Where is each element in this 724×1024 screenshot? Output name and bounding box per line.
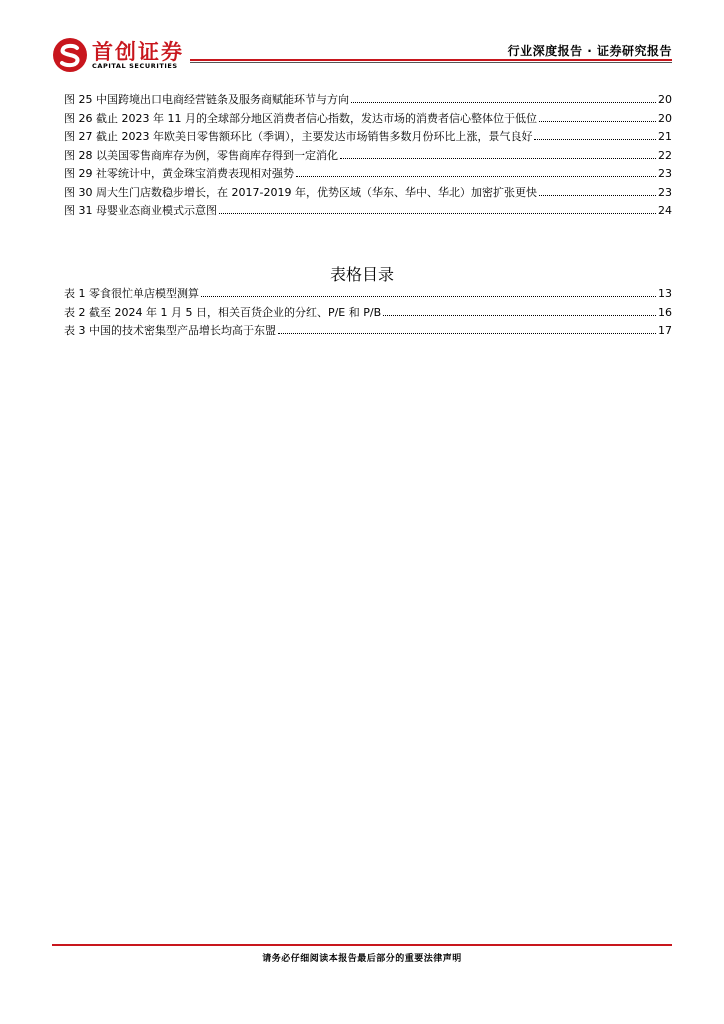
header-rule-dark [190, 62, 672, 63]
toc-entry-figure-26[interactable] [64, 110, 672, 129]
toc-entry-label: 图 31 母婴业态商业模式示意图 [64, 204, 217, 217]
toc-entry-figure-28[interactable] [64, 147, 672, 166]
toc-entry-page: 21 [658, 130, 672, 143]
company-logo [52, 34, 202, 74]
toc-entry-figure-29[interactable] [64, 165, 672, 184]
toc-entry-figure-27[interactable] [64, 128, 672, 147]
toc-leader-dots [539, 195, 656, 196]
toc-entry-label: 图 29 社零统计中，黄金珠宝消费表现相对强势 [64, 167, 294, 180]
logo-english-name: CAPITAL SECURITIES [92, 62, 178, 70]
toc-entry-label: 表 2 截至 2024 年 1 月 5 日，相关百货企业的分红、P/E 和 P/B [64, 305, 382, 319]
toc-entry-label: 图 30 周大生门店数稳步增长，在 2017-2019 年，优势区域（华东、华中、华北）加密扩张更快 [64, 185, 537, 199]
footer-disclaimer: 请务必仔细阅读本报告最后部分的重要法律声明 [262, 954, 462, 964]
toc-entry-page: 17 [658, 324, 672, 337]
toc-entry-label: 表 1 零食很忙单店模型测算 [64, 287, 199, 300]
table-toc-title: 表格目录 [329, 265, 394, 284]
toc-entry-page: 20 [658, 93, 672, 106]
toc-leader-dots [296, 176, 656, 177]
toc-leader-dots [340, 158, 656, 159]
table-toc-list [64, 285, 672, 341]
toc-entry-figure-31[interactable] [64, 202, 672, 221]
figure-toc-list [64, 91, 672, 221]
toc-entry-label: 图 28 以美国零售商库存为例，零售商库存得到一定消化 [64, 148, 338, 162]
toc-entry-page: 16 [658, 305, 672, 319]
toc-entry-page: 13 [658, 287, 672, 300]
toc-entry-table-1[interactable] [64, 285, 672, 304]
toc-entry-label: 表 3 中国的技术密集型产品增长均高于东盟 [64, 324, 276, 337]
footer-rule [52, 944, 672, 946]
toc-entry-label: 图 27 截止 2023 年欧美日零售额环比（季调），主要发达市场销售多数月份环比上涨，景气良好 [64, 130, 533, 143]
toc-leader-dots [278, 333, 656, 334]
header-rule-red [190, 59, 672, 61]
page-header [0, 0, 724, 70]
toc-entry-figure-25[interactable] [64, 91, 672, 110]
toc-leader-dots [201, 296, 656, 297]
toc-leader-dots [534, 139, 656, 140]
toc-leader-dots [219, 213, 656, 214]
toc-entry-label: 图 26 截止 2023 年 11 月的全球部分地区消费者信心指数，发达市场的消费者信心整体位于低位 [64, 111, 537, 125]
toc-leader-dots [539, 121, 656, 122]
toc-leader-dots [351, 102, 656, 103]
toc-entry-page: 22 [658, 148, 672, 162]
toc-entry-label: 图 25 中国跨境出口电商经营链条及服务商赋能环节与方向 [64, 93, 349, 106]
toc-entry-table-3[interactable] [64, 322, 672, 341]
capital-securities-logo-icon [52, 37, 88, 73]
toc-leader-dots [383, 315, 656, 316]
toc-entry-table-2[interactable] [64, 304, 672, 323]
toc-entry-page: 23 [658, 167, 672, 180]
logo-chinese-name: 首创证券 [92, 40, 184, 64]
toc-entry-figure-30[interactable] [64, 184, 672, 203]
report-type-label: 行业深度报告 · 证券研究报告 [507, 44, 672, 58]
toc-entry-page: 23 [658, 185, 672, 199]
toc-entry-page: 20 [658, 111, 672, 125]
toc-entry-page: 24 [658, 204, 672, 217]
